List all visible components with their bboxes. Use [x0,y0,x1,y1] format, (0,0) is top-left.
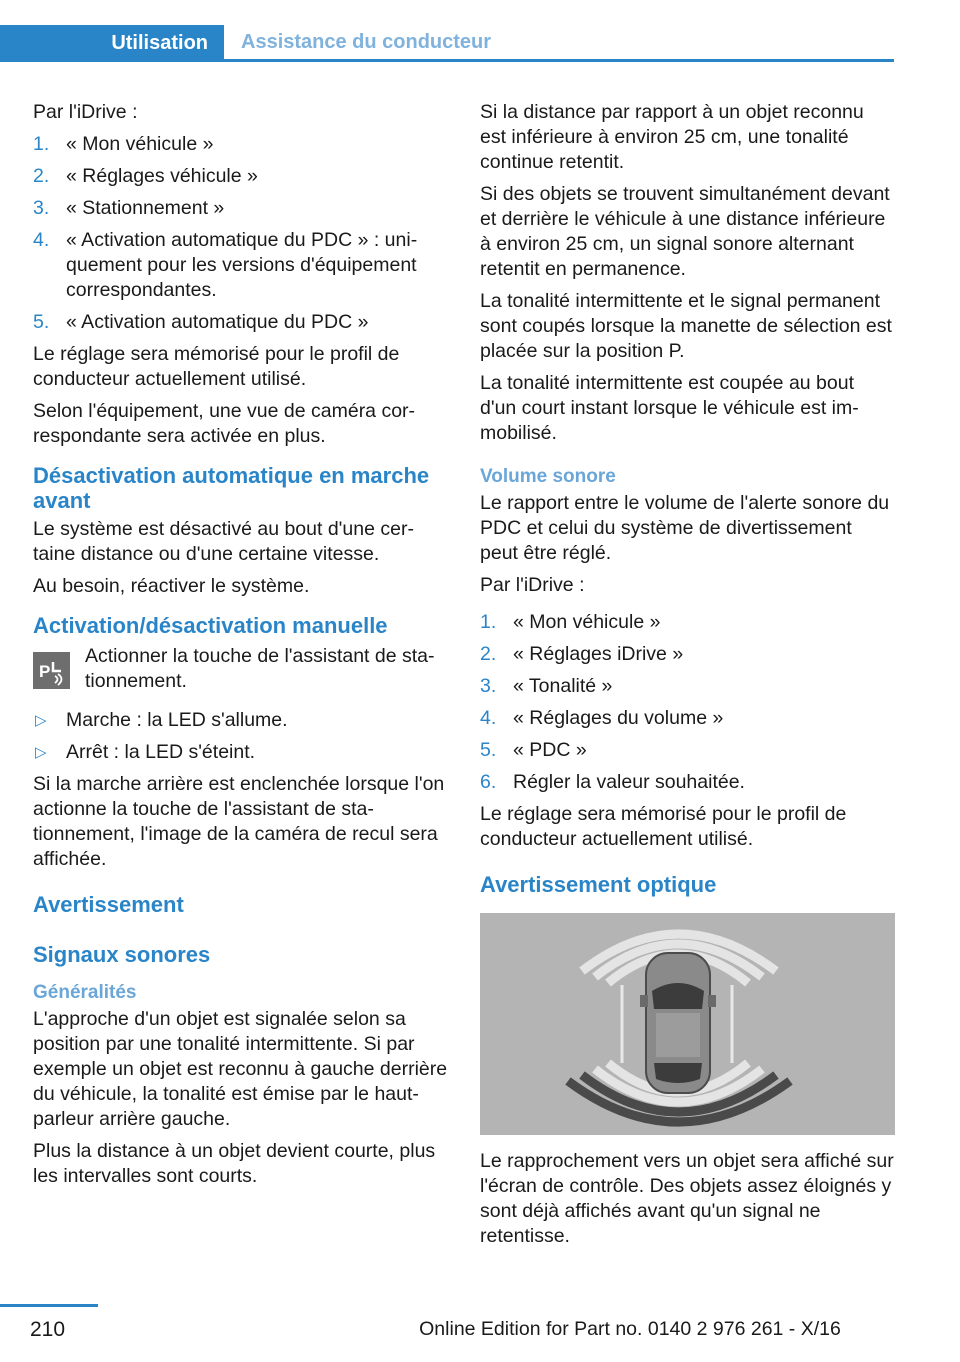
left-column [33,100,448,1196]
idrive-intro: Par l'iDrive : [33,101,138,123]
paragraph: Si des objets se trouvent simultanément devant et derrière le véhicule à une distance inférieure à environ 25 cm, un signal sonore alternant retentit en permanence. [480,183,890,280]
section-tab-assistance[interactable]: Assistance du conducteur [224,25,894,62]
paragraph: La tonalité intermittente est coupée au bout d'un court instant lorsque le véhicule est immobilisé. [480,372,859,444]
page-header [0,0,960,62]
list-item: ▷ Arrêt : la LED s'éteint. [35,741,256,763]
paragraph: Le réglage sera mémorisé pour le profil de conducteur actuellement utilisé. [33,343,400,390]
heading-auto-deactivation: Désactivation automatique en marche avant [33,463,430,513]
parking-assistant-instruction [33,644,448,694]
idrive-intro: Par l'iDrive : [480,574,585,596]
paragraph: Si la distance par rapport à un objet reconnu est inférieure à environ 25 cm, une tonalité continue retentit. [480,101,864,173]
led-status-list [33,708,448,765]
paragraph: L'approche d'un objet est signalée selon sa position par une tonalité intermittente. Si par exemple un objet est reconnu à gauche derrière du véhicule, la tonalité est émise par le haut-parleur arrière gauche. [33,1008,448,1130]
list-item: 5. « PDC » [480,739,587,761]
list-item: 4. « Réglages du volume » [480,707,724,729]
paragraph: Le réglage sera mémorisé pour le profil de conducteur actuellement utilisé. [480,803,847,850]
footer-accent-line [0,1304,98,1307]
svg-text:P: P [39,662,51,681]
list-item: ▷ Marche : la LED s'allume. [35,709,288,731]
list-item: 2. « Réglages véhicule » [33,165,258,187]
heading-general: Généralités [33,982,137,1003]
right-column [480,100,895,1256]
pdc-steps-list [33,132,448,335]
list-item: 3. « Tonalité » [480,675,613,697]
heading-sound-signals: Signaux sonores [33,942,211,967]
heading-optical-warning: Avertissement optique [480,872,717,897]
paragraph: Le rapprochement vers un objet sera affiché sur l'écran de contrôle. Des objets assez éloignés y sont déjà affichés avant qu'un signal ne retentisse. [480,1150,894,1247]
list-item: 1. « Mon véhicule » [33,133,214,155]
list-item: 2. « Réglages iDrive » [480,643,684,665]
heading-warning: Avertissement [33,892,184,917]
heading-manual-activation: Activation/désactivation manuelle [33,613,388,638]
volume-steps-list [480,610,895,795]
section-tab-utilisation[interactable]: Utilisation [0,25,224,62]
edition-footer: Online Edition for Part no. 0140 2 976 261 - X/16 [419,1318,841,1340]
pdc-display-illustration [480,913,895,1135]
list-item: 1. « Mon véhicule » [480,611,661,633]
bullet-triangle-icon: ▷ [35,712,47,729]
list-item: 3. « Stationnement » [33,197,225,219]
paragraph: Le rapport entre le volume de l'alerte sonore du PDC et celui du système de divertissement peut être réglé. [480,492,890,564]
heading-volume: Volume sonore [480,466,616,487]
page-number: 210 [30,1318,66,1341]
bullet-triangle-icon: ▷ [35,744,47,761]
parking-assistant-icon [33,652,70,689]
paragraph: Plus la distance à un objet devient courte, plus les intervalles sont courts. [33,1140,436,1187]
paragraph: Au besoin, réactiver le système. [33,575,310,597]
list-item: 6. Régler la valeur souhaitée. [480,771,745,793]
list-item: 5. « Activation automatique du PDC » [33,311,369,333]
paragraph: Le système est désactivé au bout d'une certaine distance ou d'une certaine vitesse. [33,518,414,565]
paragraph: Si la marche arrière est enclenchée lorsque l'on actionne la touche de l'assistant de stationnement, l'image de la caméra de recul sera affichée. [33,773,445,870]
icon-instruction-text: Actionner la touche de l'assistant de stationnement. [85,645,435,692]
paragraph: Selon l'équipement, une vue de caméra correspondante sera activée en plus. [33,400,416,447]
paragraph: La tonalité intermittente et le signal permanent sont coupés lorsque la manette de sélection est placée sur la position P. [480,290,892,362]
car-icon [640,953,716,1093]
list-item: 4. « Activation automatique du PDC » : uniquement pour les versions d'équipement correspondantes. [33,229,418,301]
